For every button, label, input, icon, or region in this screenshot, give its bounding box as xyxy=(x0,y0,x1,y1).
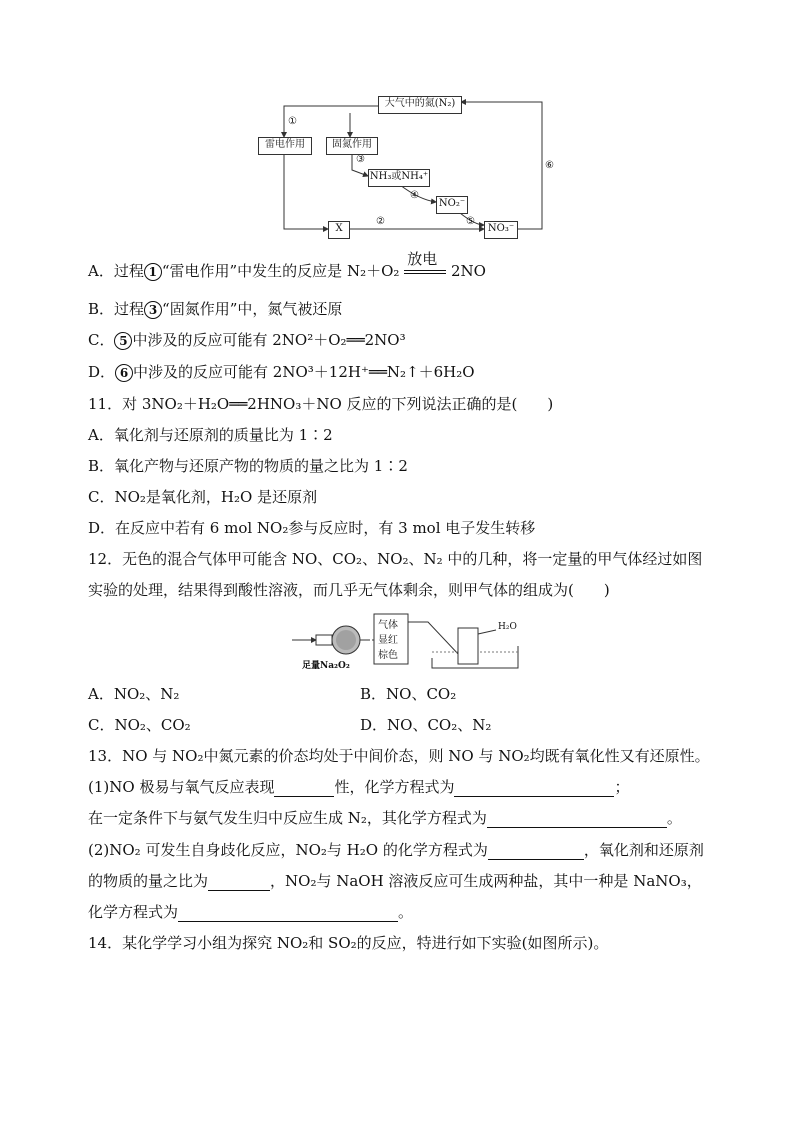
q12-option-a: A．NO₂、N₂ xyxy=(88,685,180,703)
answer-blank[interactable] xyxy=(488,845,584,860)
x-box: X xyxy=(328,221,350,239)
circled-5: 5 xyxy=(114,332,132,350)
q10-option-d: D． 6 中涉及的反应可能有 2NO³＋12H⁺══N₂↑＋6H₂O xyxy=(88,363,475,381)
ammonia-box: NH₃或NH₄⁺ xyxy=(368,169,430,187)
nitrite-box: NO₂⁻ xyxy=(436,196,468,214)
answer-blank[interactable] xyxy=(208,876,270,891)
q13-part1-line1: (1)NO 极易与氧气反应表现 性，化学方程式为 ； xyxy=(88,778,630,796)
discharge-arrow: 放电 xyxy=(404,261,446,281)
q11-stem: 11．对 3NO₂＋H₂O══2HNO₃＋NO 反应的下列说法正确的是( ) xyxy=(88,395,554,413)
atmosphere-nitrogen-box: 大气中的氮(N₂) xyxy=(378,96,462,114)
q12-stem-line1: 12．无色的混合气体甲可能含 NO、CO₂、NO₂、N₂ 中的几种，将一定量的甲气体经过如图 xyxy=(88,550,703,568)
q13-stem: 13．NO 与 NO₂中氮元素的价态均处于中间价态，则 NO 与 NO₂均既有氧化性又有还原性。 xyxy=(88,747,710,765)
q10-option-c: C． 5 中涉及的反应可能有 2NO²＋O₂══2NO³ xyxy=(88,331,406,349)
q11-option-c: C．NO₂是氧化剂，H₂O 是还原剂 xyxy=(88,488,318,506)
q11-option-d: D．在反应中若有 6 mol NO₂参与反应时，有 3 mol 电子发生转移 xyxy=(88,519,536,537)
q10-option-b: B．过程 3 “固氮作用”中，氮气被还原 xyxy=(88,300,343,318)
nitrogen-fixation-box: 固氮作用 xyxy=(326,137,378,155)
circled-1: 1 xyxy=(144,263,162,281)
step-1-label: ① xyxy=(288,116,297,127)
q13-part1-line2: 在一定条件下与氨气发生归中反应生成 N₂，其化学方程式为 。 xyxy=(88,809,682,827)
nitrate-box: NO₃⁻ xyxy=(484,221,518,239)
step-2-label: ② xyxy=(376,216,385,227)
q12-option-d: D．NO、CO₂、N₂ xyxy=(360,716,492,734)
q11-option-b: B．氧化产物与还原产物的物质的量之比为 1∶2 xyxy=(88,457,408,475)
gas-color-label-3: 棕色 xyxy=(378,650,398,661)
q12-stem-line2: 实验的处理，结果得到酸性溶液，而几乎无气体剩余，则甲气体的组成为( ) xyxy=(88,581,610,599)
step-4-label: ④ xyxy=(410,190,419,201)
gas-color-label-1: 气体 xyxy=(378,620,398,631)
circled-3: 3 xyxy=(144,301,162,319)
step-3-label: ③ xyxy=(356,154,365,165)
q13-part2-line2: 的物质的量之比为 ，NO₂与 NaOH 溶液反应可生成两种盐，其中一种是 NaNO₃， xyxy=(88,872,702,890)
water-label: H₂O xyxy=(498,622,517,632)
step-5-label: ⑤ xyxy=(466,216,475,227)
experiment-figure xyxy=(290,612,530,672)
answer-blank[interactable] xyxy=(178,907,398,922)
answer-blank[interactable] xyxy=(274,782,334,797)
nitrogen-cycle-arrows xyxy=(250,92,560,242)
q13-part2-line1: (2)NO₂ 可发生自身歧化反应，NO₂与 H₂O 的化学方程式为 ，氧化剂和还原剂 xyxy=(88,841,704,859)
q12-option-c: C．NO₂、CO₂ xyxy=(88,716,191,734)
gas-color-label-2: 显红 xyxy=(378,635,398,646)
answer-blank[interactable] xyxy=(487,813,667,828)
na2o2-label: 足量Na₂O₂ xyxy=(302,661,350,671)
answer-blank[interactable] xyxy=(454,782,614,797)
nitrogen-cycle-diagram xyxy=(250,92,560,242)
circled-6: 6 xyxy=(115,364,133,382)
lightning-box: 雷电作用 xyxy=(258,137,312,155)
q11-option-a: A．氧化剂与还原剂的质量比为 1∶2 xyxy=(88,426,333,444)
q14-stem: 14．某化学学习小组为探究 NO₂和 SO₂的反应，特进行如下实验(如图所示)。 xyxy=(88,934,609,952)
q13-part2-line3: 化学方程式为 。 xyxy=(88,903,414,921)
step-6-label: ⑥ xyxy=(545,160,554,171)
q12-option-b: B．NO、CO₂ xyxy=(360,685,457,703)
q10-option-a: A．过程 1 “雷电作用”中发生的反应是 N₂＋O₂ 放电 2NO xyxy=(88,250,486,280)
